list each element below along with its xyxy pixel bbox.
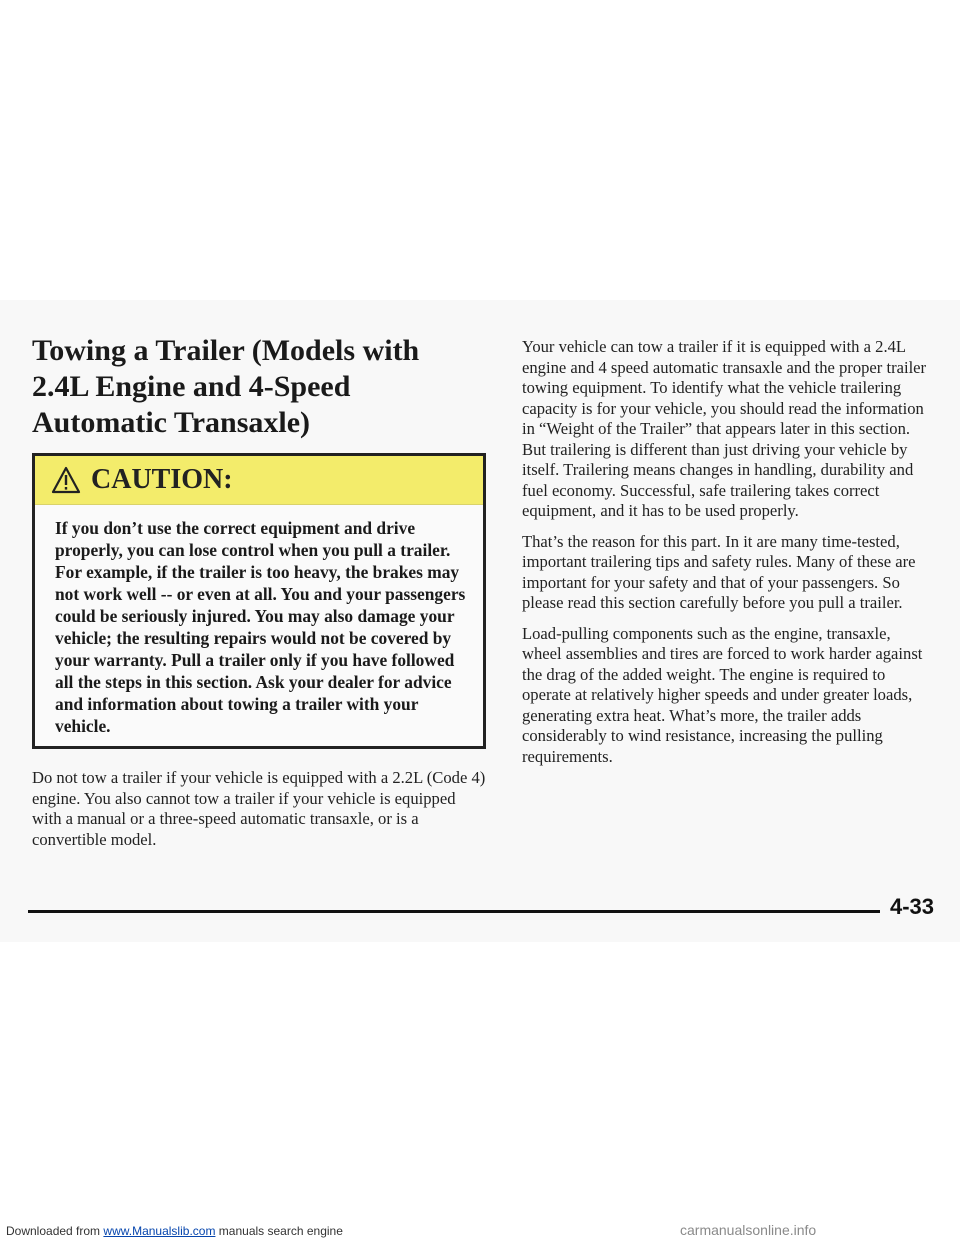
download-suffix: manuals search engine [218,1224,343,1238]
body-paragraph: Your vehicle can tow a trailer if it is equipped with a 2.4L engine and 4 speed automatic transaxle and the proper trailer towing equipment. To identify what the vehicle trailering capacity is for your vehicle, you should read the information in “Weight of the Trailer” that appears later in this section. But trailering is different than just driving your vehicle by itself. Trailering means changes in handling, durability and fuel economy. Successful, safe trailering takes correct equipment, and it has to be used properly. [522,337,927,520]
section-title: Towing a Trailer (Models with 2.4L Engine and 4-Speed Automatic Transaxle) [32,334,420,439]
caution-label: CAUTION: [91,464,233,495]
caution-header [35,456,483,505]
site-watermark: carmanualsonline.info [680,1222,817,1238]
body-paragraph-left: Do not tow a trailer if your vehicle is equipped with a 2.2L (Code 4) engine. You also cannot tow a trailer if your vehicle is equipped with a manual or a three-speed automatic transaxle, or is a convertible model. [32,768,486,849]
manualslib-link[interactable]: www.Manualslib.com [103,1224,216,1238]
warning-triangle-icon [51,466,81,494]
page-number: 4-33 [890,894,935,919]
download-prefix: Downloaded from [6,1224,101,1238]
caution-box [32,453,486,749]
right-column [522,337,932,777]
footer-rule [28,910,880,913]
download-footer [6,1224,343,1238]
body-paragraph: Load-pulling components such as the engine, transaxle, wheel assemblies and tires are forced to work harder against the drag of the added weight. The engine is required to operate at relatively higher speeds and under greater loads, generating extra heat. What’s more, the trailer adds considerably to wind resistance, increasing the pulling requirements. [522,623,923,766]
caution-text: If you don’t use the correct equipment and drive properly, you can lose control when you pull a trailer. For example, if the trailer is too heavy, the brakes may not work well -- or even at all. You and your passengers could be seriously injured. You may also damage your vehicle; the resulting repairs would not be covered by your warranty. Pull a trailer only if you have followed all the steps in this section. Ask your dealer for advice and information about towing a trailer with your vehicle. [55,518,466,736]
body-paragraph: That’s the reason for this part. In it are many time-tested, important trailering tips and safety rules. Many of these are important for your safety and that of your passengers. So please read this section carefully before you pull a trailer. [522,531,916,612]
